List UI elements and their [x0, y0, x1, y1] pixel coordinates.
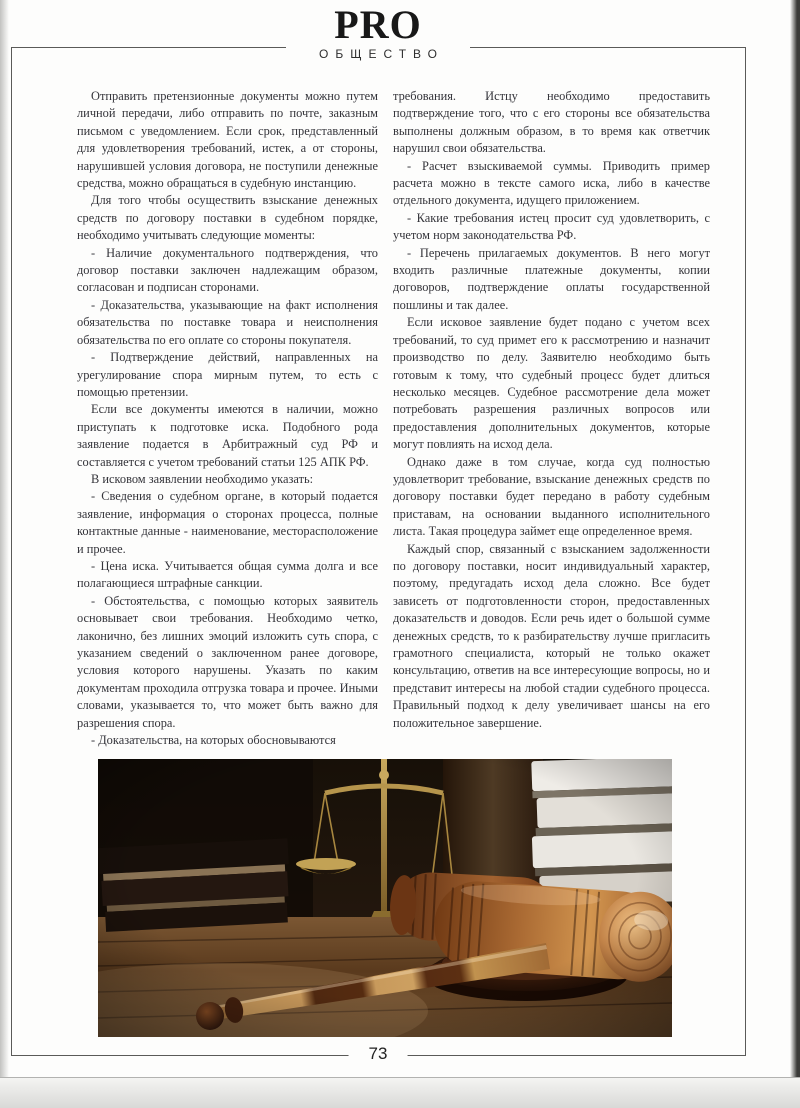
article-paragraph: - Какие требования истец просит суд удовлетворить, с учетом норм законодательства РФ. — [393, 210, 710, 243]
article — [77, 88, 710, 1037]
article-paragraph: требования. Истцу необходимо предоставить подтверждение того, что с его стороны все обязательства выполнены должным образом, в то время как ответчик нарушил свои обязательства. — [393, 89, 710, 156]
article-paragraph: - Наличие документального подтверждения, что договор поставки заключен надлежащим образом, согласован и подписан сторонами. — [77, 245, 378, 295]
article-paragraph: - Расчет взыскиваемой суммы. Приводить пример расчета можно в тексте самого иска, либо в качестве отдельного документа, идущего приложением. — [393, 158, 710, 208]
article-paragraph: - Обстоятельства, с помощью которых заявитель основывает свои требования. Необходимо четко, лаконично, без лишних эмоций изложить суть спора, с указанием сведений о заключенном ранее договоре, условия которого нарушены. Указать по каким документам проходила отгрузка товара и прочее. Иными словами, указывается то, что может быть важно для разрешения спора. — [77, 593, 378, 730]
scan-edge-bottom — [0, 1077, 800, 1108]
photo-vignette — [98, 759, 672, 1037]
article-paragraph: - Доказательства, на которых обосновываются — [91, 733, 336, 748]
article-paragraph: Однако даже в том случае, когда суд полностью удовлетворит требование, взыскание денежных средств по договору поставки будет передано в работу судебным приставам, на основании выданного исполнительного листа. Такая процедура займет еще определенное время. — [393, 454, 710, 539]
page-number: 73 — [349, 1044, 408, 1064]
article-paragraph: Для того чтобы осуществить взыскание денежных средств по договору поставки в судебном порядке, необходимо учитывать следующие моменты: — [77, 193, 378, 243]
article-paragraph: Каждый спор, связанный с взысканием задолженности по договору поставки, носит индивидуальный характер, поэтому, предугадать исход дела сложно. Все будет зависеть от подготовленности сторон, предоставленных доказательств и доводов. Если речь идет о большой сумме денежных средств, то к разбирательству лучше пригласить грамотного специалиста, который не только окажет консультацию, ответив на все интересующие вопросы, но и представит интересы на любой стадии судебного процесса. Правильный подход к делу увеличивает шансы на его положительное завершение. — [393, 541, 710, 730]
section-title: ОБЩЕСТВО — [319, 46, 444, 61]
scan-edge-left — [0, 0, 9, 1078]
article-column-left — [77, 88, 378, 749]
article-paragraph: - Цена иска. Учитывается общая сумма долга и все полагающиеся штрафные санкции. — [77, 558, 378, 591]
article-paragraph: Отправить претензионные документы можно путем личной передачи, либо отправить по почте, заказным письмом с уведомлением. Если срок, представленный для удовлетворения требований, истек, а от стороны, нарушившей условия договора, не поступили денежные средства, можно обращаться в судебную инстанцию. — [77, 89, 378, 191]
article-paragraph: Если все документы имеются в наличии, можно приступать к подготовке иска. Подобного рода заявление подается в Арбитражный суд РФ и составляется с учетом требований статьи 125 АПК РФ. — [77, 402, 378, 469]
magazine-logo: PRO — [334, 2, 422, 47]
article-columns — [77, 88, 710, 749]
article-column-right — [393, 88, 710, 749]
scan-edge-right — [790, 0, 800, 1078]
article-paragraph: - Перечень прилагаемых документов. В него могут входить различные платежные документы, копии договоров, подтверждение оплаты государственной пошлины и так далее. — [393, 245, 710, 312]
page-header — [286, 2, 470, 61]
article-paragraph: - Сведения о судебном органе, в который подается заявление, информация о сторонах процесса, полные контактные данные - наименование, месторасположение и прочее. — [77, 489, 378, 556]
article-photo — [98, 759, 672, 1037]
article-paragraph: - Подтверждение действий, направленных на урегулирование спора мирным путем, то есть с помощью претензии. — [77, 350, 378, 399]
article-paragraph: - Доказательства, указывающие на факт исполнения обязательства по поставке товара и неисполнения обязательства по его оплате со стороны покупателя. — [77, 297, 378, 347]
article-paragraph: Если исковое заявление будет подано с учетом всех требований, то суд примет его к рассмотрению и назначит производство по делу. Заявителю необходимо быть готовым к тому, что судебный процесс будет длиться несколько месяцев. Судебное рассмотрение дела может потребовать разрешения различных вопросов или предоставления дополнительных документов, которые могут повлиять на исход дела. — [393, 315, 710, 452]
article-paragraph: В исковом заявлении необходимо указать: — [91, 471, 314, 486]
